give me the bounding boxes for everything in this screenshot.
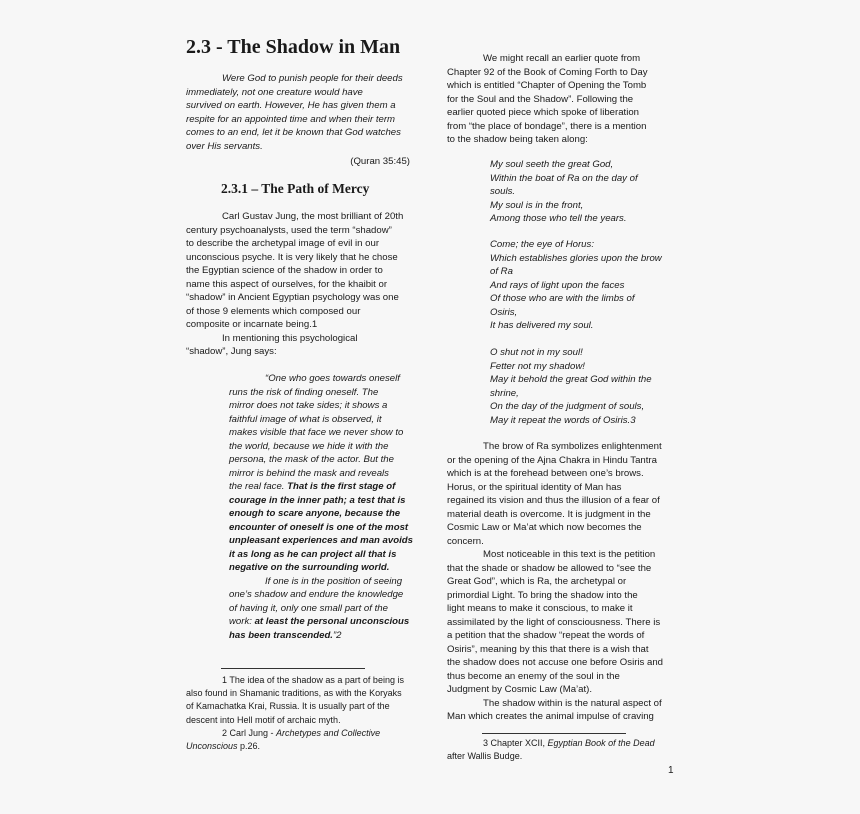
- poem-line: And rays of light upon the faces: [490, 279, 625, 291]
- epigraph-line: survived on earth. However, He has given them a: [186, 100, 396, 111]
- poem-line: May it behold the great God within the: [490, 374, 652, 385]
- body-line: earlier quoted piece which spoke of liberation: [447, 107, 639, 118]
- body-line: The shadow within is the natural aspect of: [483, 697, 662, 709]
- quote-line: the real face. That is the first stage of: [229, 481, 396, 492]
- epigraph-line: over His servants.: [186, 140, 263, 152]
- quote-line: one’s shadow and endure the knowledge: [229, 589, 404, 600]
- poem-line: Which establishes glories upon the brow: [490, 252, 662, 264]
- right-intro-text: [447, 52, 675, 147]
- body-line: Judgment by Cosmic Law (Ma’at).: [447, 684, 593, 695]
- poem-line: My soul is in the front,: [490, 199, 584, 211]
- footnote-divider-right: [482, 733, 626, 734]
- body-line: or the opening of the Ajna Chakra in Hindu Tantra: [447, 454, 657, 466]
- body-line: a petition that the shadow “repeat the words of: [447, 630, 645, 641]
- poem-line: On the day of the judgment of souls,: [490, 401, 645, 412]
- section-title: 2.3 - The Shadow in Man: [186, 36, 401, 58]
- quote-line: of having it, only one small part of the: [229, 602, 388, 614]
- quote-line: runs the risk of finding oneself. The: [229, 386, 379, 398]
- footnote-divider: [221, 668, 365, 669]
- body-line: regained its vision and thus the illusion of a fear of: [447, 495, 660, 506]
- body-line: Osiris”, meaning by this that there is a wish that: [447, 643, 649, 655]
- jung-block-quote: [229, 372, 415, 642]
- poem-line: May it repeat the words of Osiris.3: [490, 414, 636, 426]
- body-line: light means to make it conscious, to make it: [447, 603, 633, 614]
- body-line: We might recall an earlier quote from: [483, 53, 641, 64]
- poem-line: shrine,: [490, 387, 519, 399]
- footnote-line: 1 The idea of the shadow as a part of being is: [222, 675, 404, 685]
- body-line: the Egyptian science of the shadow in order to: [186, 265, 383, 276]
- body-line: Most noticeable in this text is the petition: [483, 549, 656, 560]
- epigraph-line: immediately, not one creature would have: [186, 86, 363, 98]
- page-number: 1: [668, 765, 674, 776]
- body-line: Horus, or the spiritual identity of Man has: [447, 481, 622, 493]
- epigraph-citation: (Quran 35:45): [350, 156, 410, 167]
- epigraph-line: comes to an end, let it be known that God watches: [186, 127, 401, 138]
- body-line: from “the place of bondage”, there is a mention: [447, 120, 647, 132]
- quote-line: unpleasant experiences and man avoids: [229, 535, 413, 546]
- quote-line: work: at least the personal unconscious: [229, 616, 410, 627]
- body-line: the shadow does not accuse one before Osiris and: [447, 657, 663, 668]
- quote-line: courage in the inner path; a test that is: [229, 494, 406, 506]
- body-line: Chapter 92 of the Book of Coming Forth to Day: [447, 66, 648, 78]
- poem-line: souls.: [490, 186, 516, 197]
- body-line: Carl Gustav Jung, the most brilliant of 20th: [222, 211, 404, 222]
- quote-line: If one is in the position of seeing: [265, 575, 403, 587]
- quote-line: the world, because we hide it with the: [229, 440, 389, 452]
- poem-stanza-1: [490, 158, 676, 226]
- body-line: of those 9 elements which composed our: [186, 305, 361, 317]
- footnote-3: 3 Chapter XCII, Egyptian Book of the Dead after Wallis Budge.: [447, 738, 655, 762]
- quote-line: has been transcended.”2: [229, 629, 342, 641]
- quote-line: faithful image of what is observed, it: [229, 413, 382, 425]
- body-line: assimilated by the light of consciousness. There is: [447, 616, 661, 628]
- right-body-text: [447, 440, 675, 724]
- footnote-line: descent into Hell motif of archaic myth.: [186, 714, 341, 725]
- body-line: Man which creates the animal impulse of craving: [447, 711, 654, 722]
- left-body-text: [186, 210, 414, 359]
- footnote-line: also found in Shamanic traditions, as with the Koryaks: [186, 688, 402, 699]
- quote-line: negative on the surrounding world.: [229, 562, 390, 573]
- body-line: thus become an enemy of the soul in the: [447, 670, 620, 682]
- body-line: name this aspect of ourselves, for the khaibit or: [186, 278, 388, 290]
- body-line: for the Soul and the Shadow”. Following the: [447, 93, 634, 105]
- body-line: to the shadow being taken along:: [447, 134, 588, 145]
- epigraph-line: respite for an appointed time and when their term: [186, 113, 396, 125]
- quote-line: mirror is behind the mask and reveals: [229, 467, 389, 479]
- poem-line: O shut not in my soul!: [490, 347, 583, 358]
- quote-line: makes visible that face we never show to: [229, 427, 404, 438]
- body-line: composite or incarnate being.1: [186, 319, 318, 330]
- body-line: “shadow” in Ancient Egyptian psychology was one: [186, 292, 399, 303]
- body-line: unconscious psyche. It is very likely that he chose: [186, 251, 398, 263]
- body-line: which is at the forehead between one’s brows.: [447, 468, 644, 479]
- quote-line: “One who goes towards oneself: [265, 373, 400, 384]
- body-line: In mentioning this psychological: [222, 332, 358, 344]
- poem-line: Come; the eye of Horus:: [490, 239, 594, 250]
- footnote-line: of Kamachatka Krai, Russia. It is usually part of the: [186, 701, 390, 712]
- footnote-2: 2 Carl Jung - Archetypes and Collective Unconscious p.26.: [186, 727, 381, 752]
- body-line: Great God”, which is Ra, the archetypal or: [447, 576, 627, 587]
- epigraph-line: Were God to punish people for their deeds: [222, 73, 403, 84]
- body-line: Cosmic Law or Ma’at which now becomes the: [447, 522, 642, 533]
- body-line: which is entitled “Chapter of Opening the Tomb: [447, 80, 647, 91]
- footnote-right: [447, 737, 675, 763]
- poem-line: Osiris,: [490, 306, 518, 318]
- body-line: concern.: [447, 535, 484, 547]
- body-line: century psychoanalysts, used the term “shadow”: [186, 224, 392, 236]
- poem-line: My soul seeth the great God,: [490, 159, 614, 170]
- body-line: primordial Light. To bring the shadow into the: [447, 589, 638, 601]
- body-line: “shadow”, Jung says:: [186, 346, 277, 357]
- footnotes-left: [186, 674, 414, 753]
- quote-line: enough to scare anyone, because the: [229, 508, 401, 519]
- poem-line: Of those who are with the limbs of: [490, 293, 635, 304]
- epigraph-quote: [186, 72, 414, 153]
- subsection-heading: 2.3.1 – The Path of Mercy: [221, 181, 370, 196]
- poem-line: Within the boat of Ra on the day of: [490, 172, 638, 184]
- poem-line: of Ra: [490, 266, 513, 277]
- body-line: to describe the archetypal image of evil in our: [186, 238, 380, 249]
- poem-stanza-2: [490, 238, 676, 333]
- quote-line: persona, the mask of the actor. But the: [229, 454, 394, 465]
- poem-line: It has delivered my soul.: [490, 320, 594, 331]
- poem-stanza-3: [490, 346, 676, 427]
- poem-line: Among those who tell the years.: [490, 213, 627, 224]
- poem-line: Fetter not my shadow!: [490, 360, 585, 372]
- quote-line: encounter of oneself is one of the most: [229, 521, 409, 533]
- quote-line: it as long as he can project all that is: [229, 548, 397, 560]
- quote-line: mirror does not take sides; it shows a: [229, 400, 388, 411]
- body-line: that the shade or shadow be allowed to “see the: [447, 562, 652, 574]
- body-line: material death is overcome. It is judgment in the: [447, 508, 651, 520]
- body-line: The brow of Ra symbolizes enlightenment: [483, 441, 662, 452]
